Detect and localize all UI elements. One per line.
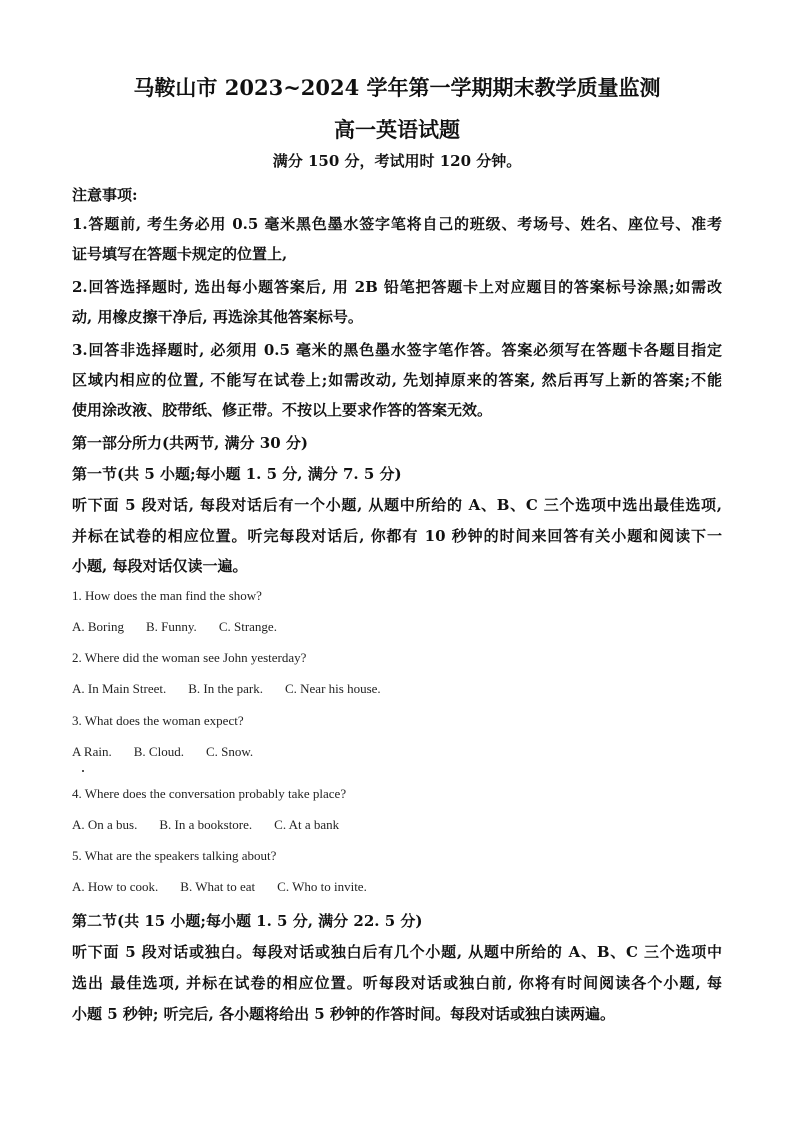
question-5: 5. What are the speakers talking about? (72, 848, 277, 863)
section2-heading: 第二节(共 15 小题;每小题 1. 5 分, 满分 22. 5 分) (72, 912, 423, 930)
section2-instruction-line-1: 听下面 5 段对话或独白。每段对话或独白后有几个小题, 从题中所给的 A、B、C 三个选项中 (72, 943, 722, 961)
question-1: 1. How does the man find the show? (72, 588, 262, 603)
section1-instruction-line-1: 听下面 5 段对话, 每段对话后有一个小题, 从题中所给的 A、B、C 三个选项中选出最佳选项, (72, 496, 722, 514)
option-a: A. How to cook. (72, 879, 159, 894)
option-b: B. Cloud. (133, 744, 184, 759)
note-2-line-1: 2.回答选择题时, 选出每小题答案后, 用 2B 铅笔把答题卡上对应题目的答案标号涂黑;如需改 (72, 278, 722, 296)
score-info: 满分 150 分，考试用时 120 分钟。 (272, 152, 522, 170)
exam-subtitle: 高一英语试题 (334, 117, 460, 142)
option-c: C. Who to invite. (277, 879, 367, 894)
option-c: C. Near his house. (284, 681, 381, 696)
section2-instruction-line-2: 选出 最佳选项, 并标在试卷的相应位置。听每段对话或独白前, 你将有时间阅读各个小题, 每 (72, 974, 722, 992)
option-b: B. In the park. (188, 681, 263, 696)
question-3-options (72, 744, 275, 760)
option-c: C. Strange. (218, 619, 277, 634)
option-c: C. At a bank (274, 817, 340, 832)
note-3-line-2: 区域内相应的位置, 不能写在试卷上;如需改动, 先划掉原来的答案, 然后再写上新的答案;不能 (72, 371, 722, 389)
option-b: B. Funny. (146, 619, 197, 634)
exam-title: 马鞍山市 2023~2024 学年第一学期期末教学质量监测 (133, 75, 661, 100)
option-b: B. In a bookstore. (159, 817, 253, 832)
notes-heading: 注意事项: (72, 186, 138, 204)
note-3-line-1: 3.回答非选择题时, 必须用 0.5 毫米的黑色墨水签字笔作答。答案必须写在答题卡各题目指定 (72, 341, 722, 359)
note-2-line-2: 动, 用橡皮擦干净后, 再选涂其他答案标号。 (72, 308, 363, 326)
option-c: C. Snow. (205, 744, 254, 759)
part1-heading: 第一部分所力(共两节, 满分 30 分) (72, 434, 308, 452)
option-a: A Rain. (72, 744, 112, 759)
note-3-line-3: 使用涂改液、胶带纸、修正带。不按以上要求作答的答案无效。 (72, 401, 493, 419)
question-4-options (72, 817, 361, 833)
section1-instruction-line-3: 小题, 每段对话仅读一遍。 (72, 557, 248, 575)
note-1-line-2: 证号填写在答题卡规定的位置上, (72, 245, 288, 263)
section1-instruction-line-2: 并标在试卷的相应位置。听完每段对话后, 你都有 10 秒钟的时间来回答有关小题和阅读下一 (72, 527, 722, 545)
option-a: A. On a bus. (72, 817, 138, 832)
question-2: 2. Where did the woman see John yesterday? (72, 650, 307, 665)
option-a: A. In Main Street. (72, 681, 167, 696)
option-a: A. Boring (72, 619, 124, 634)
stray-mark (82, 770, 84, 772)
question-4: 4. Where does the conversation probably take place? (72, 786, 347, 801)
option-b: B. What to eat (180, 879, 256, 894)
question-3: 3. What does the woman expect? (72, 713, 244, 728)
section2-instruction-line-3: 小题 5 秒钟; 听完后, 各小题将给出 5 秒钟的作答时间。每段对话或独白读两遍。 (72, 1005, 615, 1023)
question-2-options (72, 681, 403, 697)
note-1-line-1: 1.答题前, 考生务必用 0.5 毫米黑色墨水签字笔将自己的班级、考场号、姓名、座位号、准考 (72, 215, 722, 233)
question-1-options (72, 619, 299, 635)
section1-heading: 第一节(共 5 小题;每小题 1. 5 分, 满分 7. 5 分) (72, 465, 402, 483)
question-5-options (72, 879, 389, 895)
